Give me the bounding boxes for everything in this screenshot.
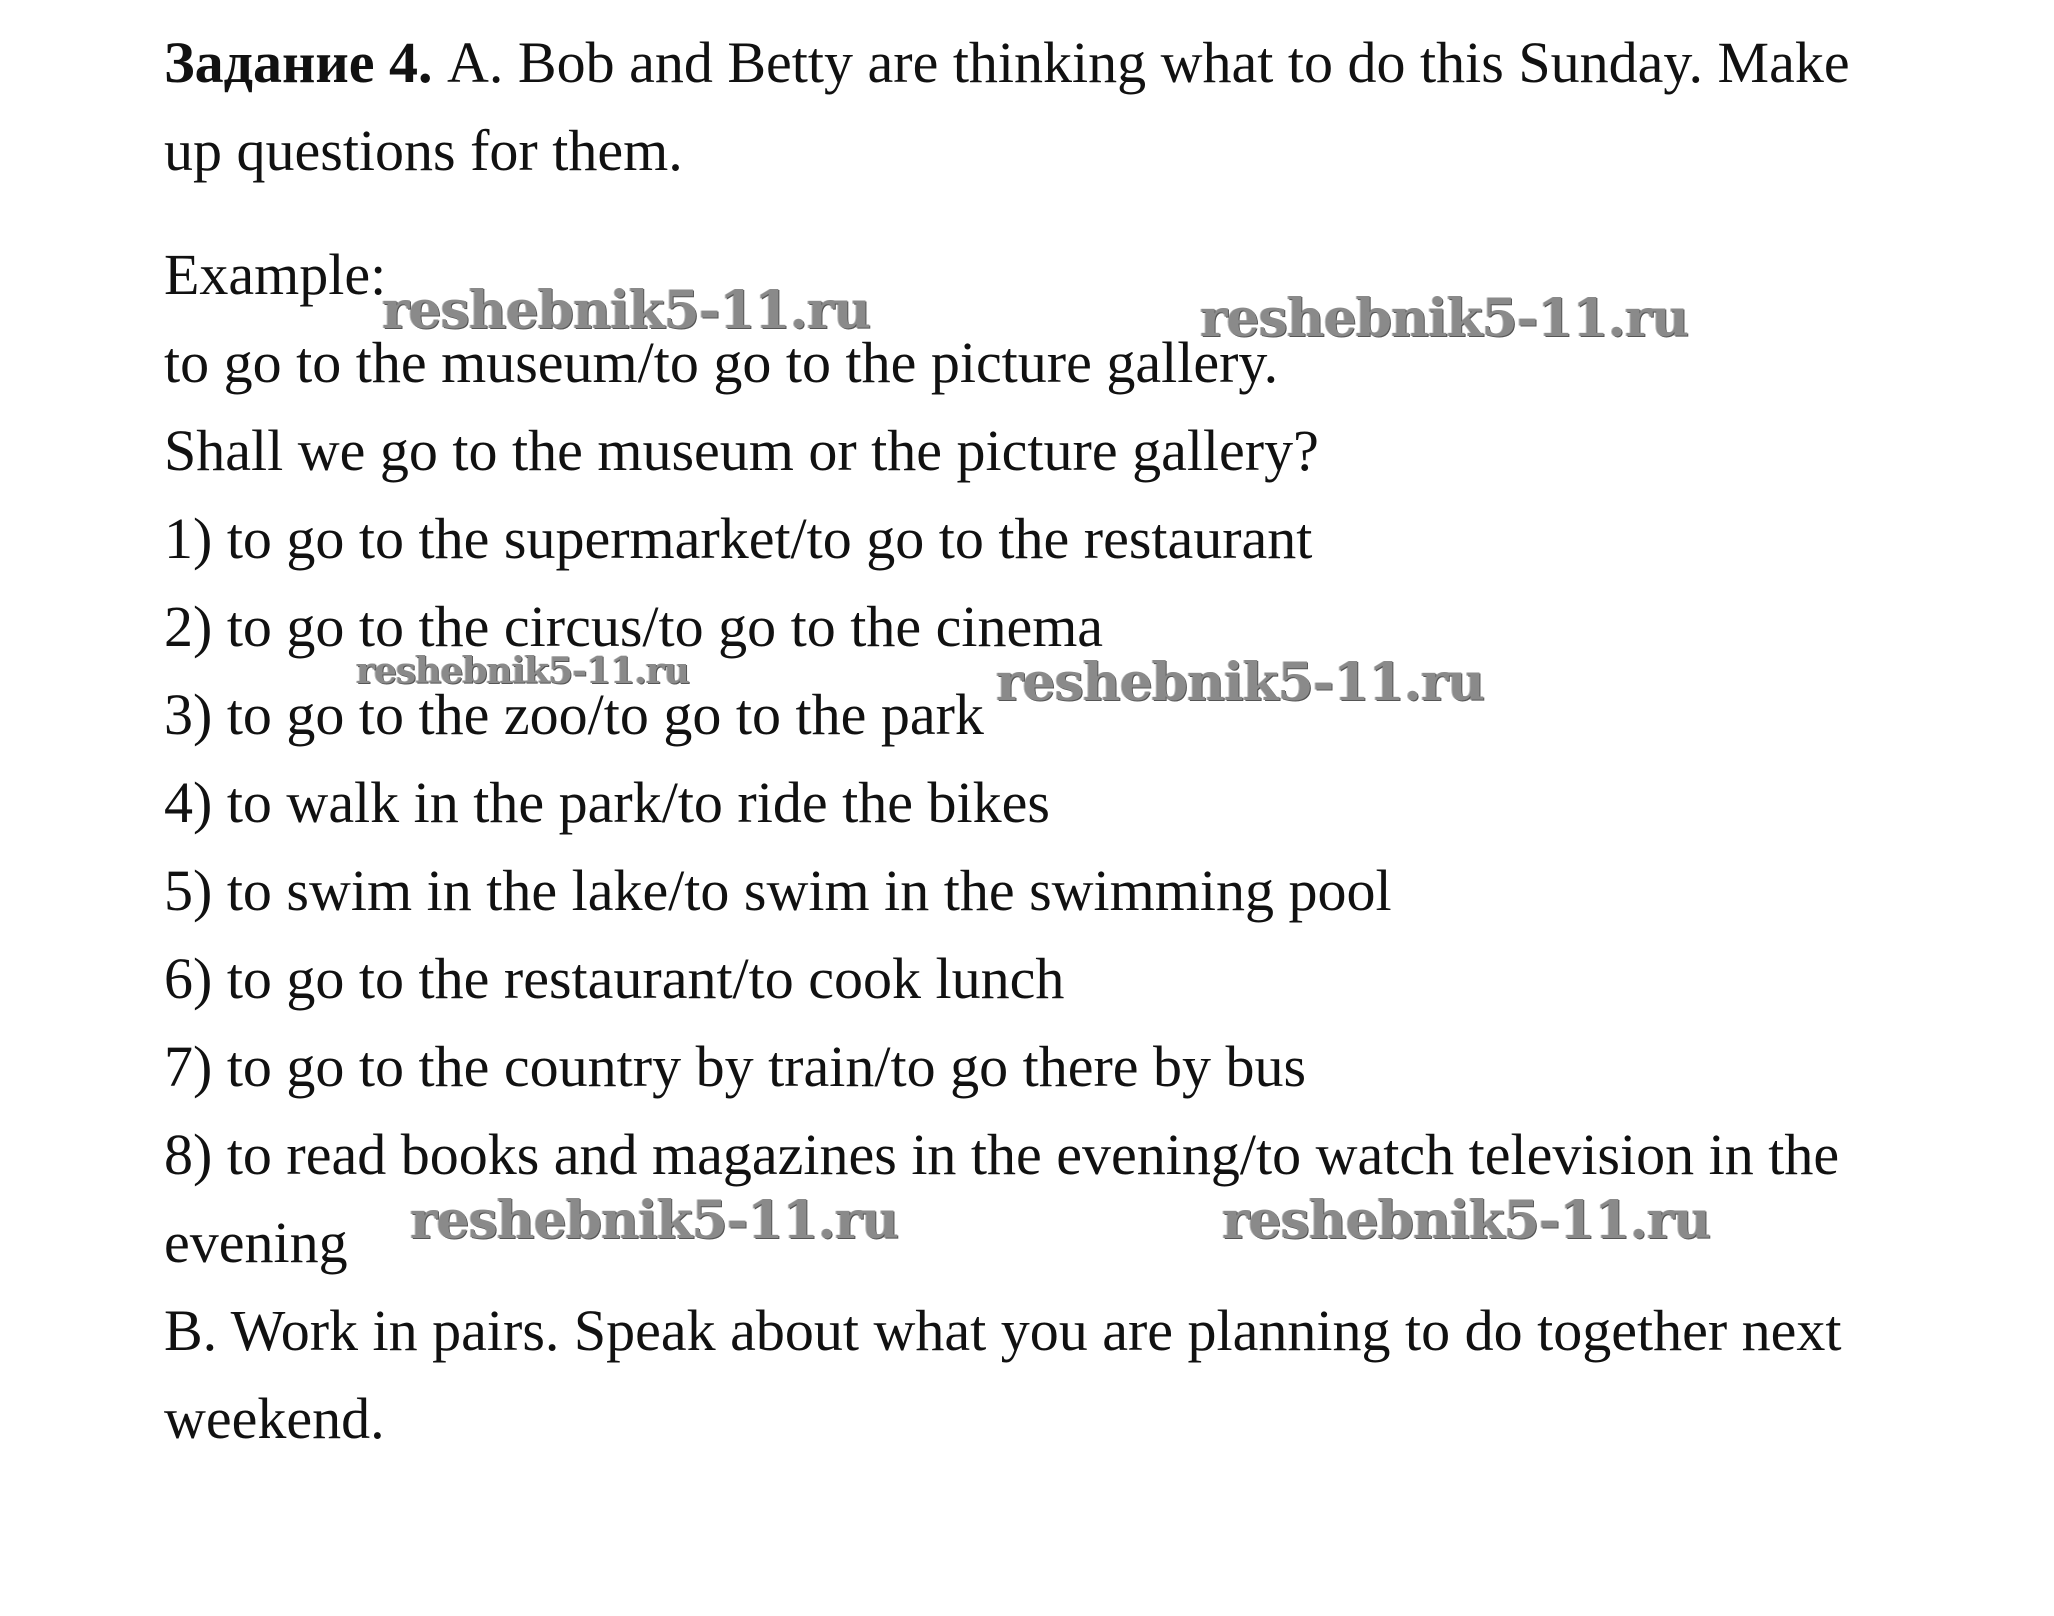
exercise-item-8: 8) to read books and magazines in the evening/to watch television in the <box>164 1122 1840 1187</box>
exercise-item-8-continued: evening <box>164 1210 348 1275</box>
exercise-item-7: 7) to go to the country by train/to go there by bus <box>164 1034 1307 1099</box>
task-label: Задание 4. <box>164 30 433 95</box>
exercise-item-6: 6) to go to the restaurant/to cook lunch <box>164 946 1065 1011</box>
task-intro-text: A. Bob and Betty are thinking what to do this Sunday. Make <box>432 30 1850 95</box>
exercise-item-3: 3) to go to the zoo/to go to the park <box>164 682 984 747</box>
exercise-item-4: 4) to walk in the park/to ride the bikes <box>164 770 1050 835</box>
part-b-line-2: weekend. <box>164 1386 385 1451</box>
example-prompt: to go to the museum/to go to the picture gallery. <box>164 330 1279 395</box>
task-intro-line-1 <box>164 30 1850 96</box>
watermark: reshebnik5-11.ru <box>356 650 689 692</box>
watermark: reshebnik5-11.ru <box>996 652 1485 713</box>
watermark: reshebnik5-11.ru <box>1200 288 1689 349</box>
exercise-item-1: 1) to go to the supermarket/to go to the restaurant <box>164 506 1313 571</box>
exercise-item-2: 2) to go to the circus/to go to the cinema <box>164 594 1104 659</box>
part-b-line-1: B. Work in pairs. Speak about what you are planning to do together next <box>164 1298 1842 1363</box>
watermark: reshebnik5-11.ru <box>382 280 871 341</box>
task-intro-line-2: up questions for them. <box>164 118 683 183</box>
exercise-item-5: 5) to swim in the lake/to swim in the swimming pool <box>164 858 1392 923</box>
watermark: reshebnik5-11.ru <box>410 1190 899 1251</box>
example-label: Example: <box>164 242 387 307</box>
example-answer: Shall we go to the museum or the picture gallery? <box>164 418 1319 483</box>
watermark: reshebnik5-11.ru <box>1222 1190 1711 1251</box>
